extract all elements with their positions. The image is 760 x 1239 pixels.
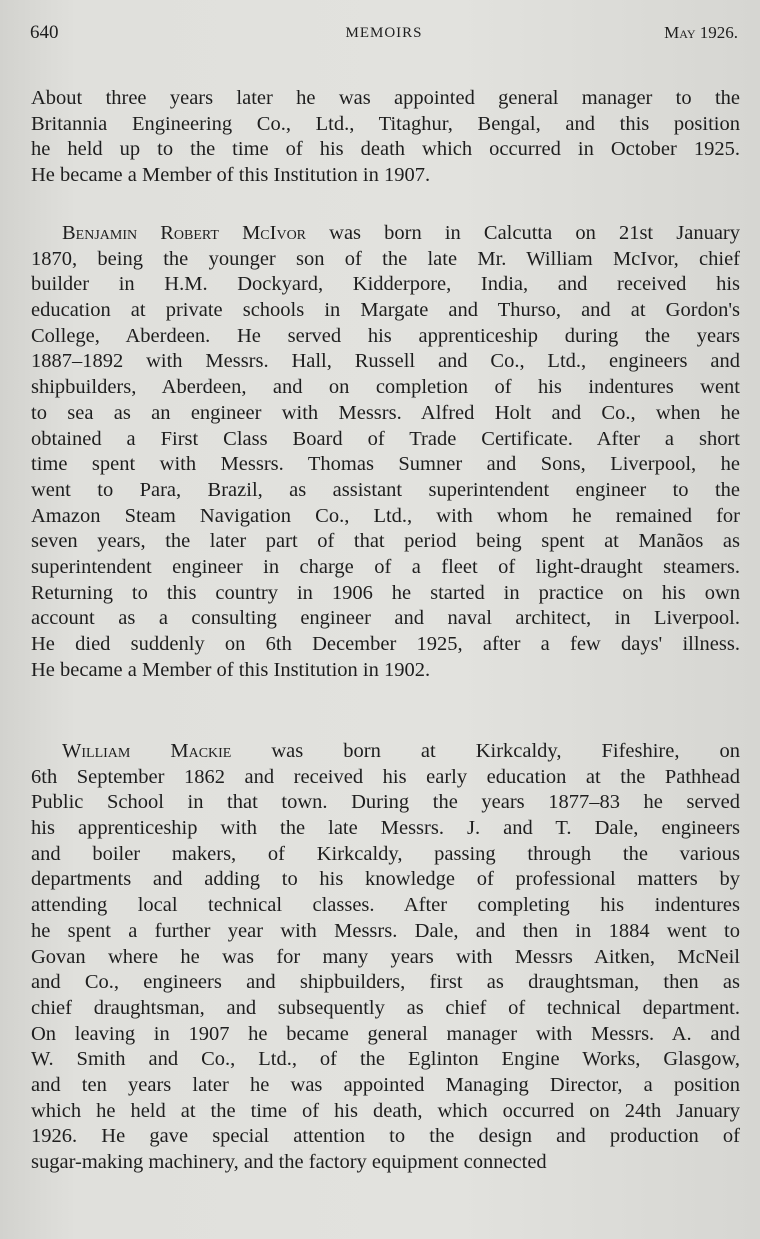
text-line bbox=[31, 1073, 740, 1099]
memoir-name: Benjamin Robert McIvor bbox=[62, 222, 307, 244]
text-line bbox=[31, 272, 740, 298]
line-text: and boiler makers, of Kirkcaldy, passing through the various bbox=[31, 842, 740, 865]
text-line bbox=[31, 529, 740, 555]
text-line bbox=[31, 137, 740, 163]
text-line bbox=[31, 970, 740, 996]
paragraph-mcivor bbox=[31, 221, 740, 683]
line-text: superintendent engineer in charge of a fleet of light-draught steamers. bbox=[31, 555, 740, 578]
text-line bbox=[31, 581, 740, 607]
line-text: attending local technical classes. After completing his indentures bbox=[31, 894, 740, 917]
page-number: 640 bbox=[30, 22, 59, 43]
line-text: About three years later he was appointed general manager to the bbox=[31, 87, 740, 109]
line-text: Amazon Steam Navigation Co., Ltd., with whom he remained for bbox=[31, 504, 740, 527]
line-text: he spent a further year with Messrs. Dale, and then in 1884 went to bbox=[31, 919, 740, 942]
paragraph-1 bbox=[31, 86, 740, 189]
text-line bbox=[31, 739, 740, 765]
text-line bbox=[31, 1124, 740, 1150]
line-text: time spent with Messrs. Thomas Sumner and Sons, Liverpool, he bbox=[31, 453, 740, 476]
line-text: 1870, being the younger son of the late Mr. William McIvor, chief bbox=[31, 247, 740, 270]
text-line bbox=[31, 349, 740, 375]
text-line bbox=[31, 452, 740, 478]
text-line bbox=[31, 221, 740, 247]
text-line bbox=[31, 945, 740, 971]
text-line bbox=[31, 478, 740, 504]
line-text: Britannia Engineering Co., Ltd., Titaghur, Bengal, and this position bbox=[31, 112, 740, 135]
text-line bbox=[31, 606, 740, 632]
text-line bbox=[31, 1022, 740, 1048]
text-line bbox=[31, 555, 740, 581]
header-date: May 1926. bbox=[664, 23, 738, 42]
line-text: 1926. He gave special attention to the design and production of bbox=[31, 1125, 740, 1148]
line-text: account as a consulting engineer and naval architect, in Liverpool. bbox=[31, 607, 740, 630]
text-line bbox=[31, 163, 740, 189]
line-text: He became a Member of this Institution in 1902. bbox=[31, 658, 431, 681]
running-header bbox=[30, 22, 738, 48]
line-text: 1887–1892 with Messrs. Hall, Russell and Co., Ltd., engineers and bbox=[31, 350, 740, 373]
line-text: went to Para, Brazil, as assistant superintendent engineer to the bbox=[31, 478, 740, 501]
line-text: He died suddenly on 6th December 1925, after a few days' illness. bbox=[31, 633, 740, 655]
text-line bbox=[31, 427, 740, 453]
text-line bbox=[31, 790, 740, 816]
text-line bbox=[31, 867, 740, 893]
text-line bbox=[31, 86, 740, 112]
line-text: was born in Calcutta on 21st January bbox=[306, 222, 740, 244]
text-line bbox=[31, 765, 740, 791]
line-text: builder in H.M. Dockyard, Kidderpore, India, and received his bbox=[31, 273, 740, 296]
line-text: chief draughtsman, and subsequently as chief of technical department. bbox=[31, 996, 740, 1019]
line-text: seven years, the later part of that period being spent at Manãos as bbox=[31, 530, 740, 553]
line-text: He became a Member of this Institution in 1907. bbox=[31, 164, 431, 187]
text-line bbox=[31, 247, 740, 273]
line-text: College, Aberdeen. He served his apprenticeship during the years bbox=[31, 324, 740, 347]
running-title: MEMOIRS bbox=[345, 25, 423, 41]
line-text: and Co., engineers and shipbuilders, first as draughtsman, then as bbox=[31, 971, 740, 994]
line-text: which he held at the time of his death, which occurred on 24th January bbox=[31, 1099, 740, 1122]
line-text: 6th September 1862 and received his early education at the Pathhead bbox=[31, 765, 740, 788]
text-line bbox=[31, 658, 740, 684]
paragraph-mackie bbox=[31, 739, 740, 1176]
text-line bbox=[31, 919, 740, 945]
text-line bbox=[31, 632, 740, 658]
line-text: to sea as an engineer with Messrs. Alfred Holt and Co., when he bbox=[31, 401, 740, 424]
text-line bbox=[31, 324, 740, 350]
line-text: his apprenticeship with the late Messrs. J. and T. Dale, engineers bbox=[31, 817, 740, 840]
text-line bbox=[31, 401, 740, 427]
line-text: W. Smith and Co., Ltd., of the Eglinton Engine Works, Glasgow, bbox=[31, 1048, 740, 1071]
line-text: departments and adding to his knowledge of professional matters by bbox=[31, 868, 740, 891]
text-line bbox=[31, 112, 740, 138]
text-line bbox=[31, 375, 740, 401]
text-line bbox=[31, 504, 740, 530]
line-text: and ten years later he was appointed Managing Director, a position bbox=[31, 1073, 740, 1096]
line-text: education at private schools in Margate and Thurso, and at Gordon's bbox=[31, 299, 740, 322]
text-line bbox=[31, 996, 740, 1022]
line-text: sugar-making machinery, and the factory equipment connected bbox=[31, 1151, 547, 1173]
line-text: Returning to this country in 1906 he started in practice on his own bbox=[31, 581, 740, 604]
text-line bbox=[31, 1099, 740, 1125]
text-line bbox=[31, 842, 740, 868]
line-text: Govan where he was for many years with Messrs Aitken, McNeil bbox=[31, 945, 740, 968]
line-text: was born at Kirkcaldy, Fifeshire, on bbox=[231, 740, 740, 762]
line-text: On leaving in 1907 he became general manager with Messrs. A. and bbox=[31, 1022, 740, 1045]
line-text: shipbuilders, Aberdeen, and on completion of his indentures went bbox=[31, 376, 740, 399]
line-text: Public School in that town. During the years 1877–83 he served bbox=[31, 791, 740, 814]
line-text: he held up to the time of his death which occurred in October 1925. bbox=[31, 138, 740, 161]
text-line bbox=[31, 298, 740, 324]
text-line bbox=[31, 1047, 740, 1073]
text-line bbox=[31, 893, 740, 919]
memoir-name: William Mackie bbox=[62, 740, 232, 762]
text-line bbox=[31, 1150, 740, 1176]
text-line bbox=[31, 816, 740, 842]
line-text: obtained a First Class Board of Trade Certificate. After a short bbox=[31, 427, 740, 450]
